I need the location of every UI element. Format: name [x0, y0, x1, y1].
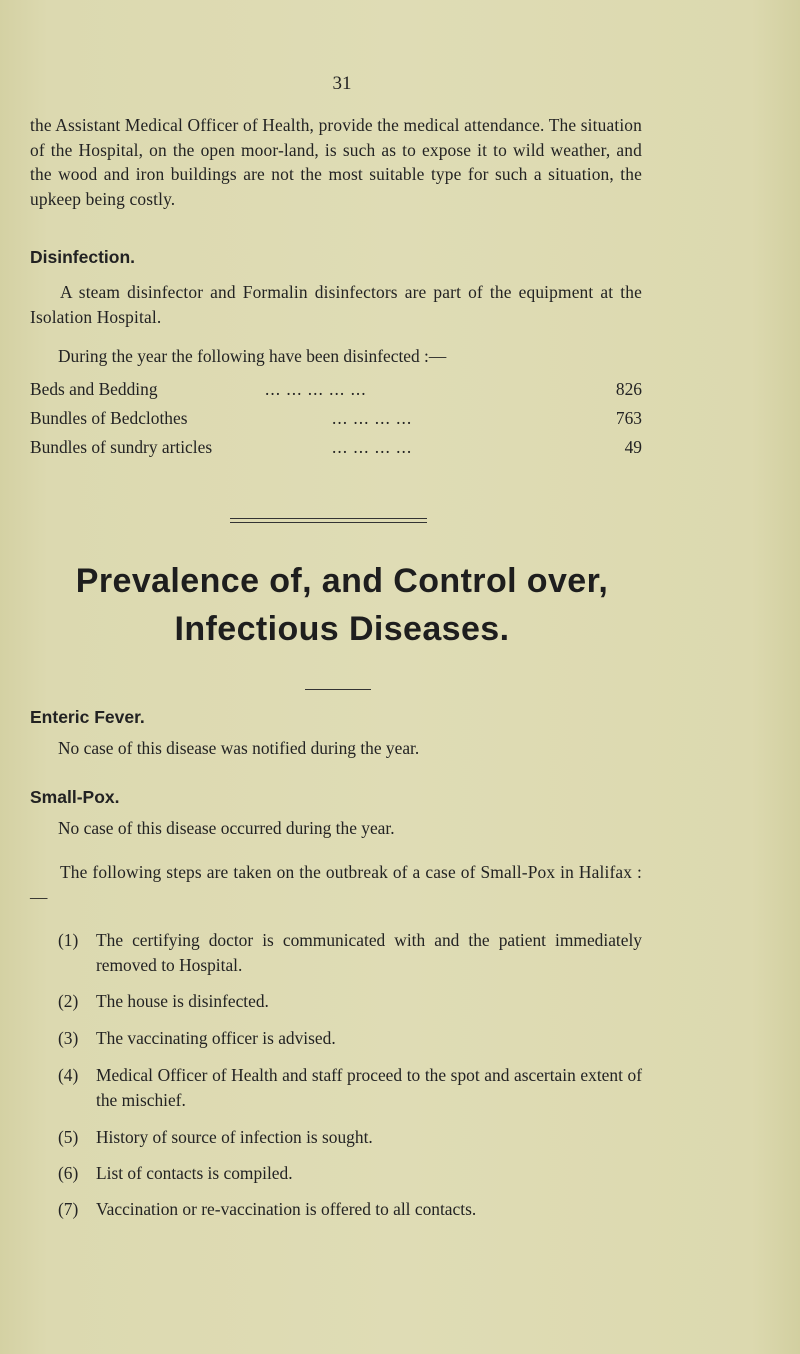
intro-paragraph: the Assistant Medical Officer of Health, provide the medical attendance. The situation of the Hospital, on the open moor-land, is such as to expose it to wild weather, and the wood and iron buildings are not the most suitable type for such a situation, the upkeep being costly. [30, 115, 642, 209]
step-text: History of source of infection is sought. [96, 1127, 373, 1147]
step-text: List of contacts is compiled. [96, 1163, 293, 1183]
disinfection-row [30, 437, 642, 461]
row-label: Bundles of sundry articles [30, 437, 213, 457]
short-rule [305, 689, 371, 690]
row-value: 826 [615, 379, 642, 399]
enteric-text: No case of this disease was notified during the year. [58, 738, 420, 758]
smallpox-text: No case of this disease occurred during the year. [58, 818, 395, 838]
step-number: (1) [58, 930, 79, 950]
enteric-heading: Enteric Fever. [30, 707, 145, 727]
step-number: (3) [58, 1028, 79, 1048]
leader-dots: ... ... ... ... [332, 408, 413, 428]
disinfection-paragraph: A steam disinfector and Formalin disinfectors are part of the equipment at the Isolation Hospital. [30, 282, 642, 327]
disinfection-row [30, 379, 642, 403]
step-number: (7) [58, 1199, 79, 1219]
step-text: The vaccinating officer is advised. [96, 1028, 336, 1048]
leader-dots: ... ... ... ... ... [265, 379, 367, 399]
section-title-line1: Prevalence of, and Control over, [75, 562, 609, 600]
disinfection-lead: During the year the following have been disinfected :— [58, 346, 447, 366]
double-rule-bottom [230, 522, 427, 523]
row-label: Beds and Bedding [30, 379, 158, 399]
row-value: 49 [624, 437, 642, 457]
disinfection-row [30, 408, 642, 432]
step-text: Vaccination or re-vaccination is offered to all contacts. [96, 1199, 477, 1219]
step-number: (4) [58, 1065, 79, 1085]
smallpox-lead: The following steps are taken on the outbreak of a case of Small-Pox in Halifax :— [30, 862, 642, 907]
step-number: (5) [58, 1127, 79, 1147]
section-title-line2: Infectious Diseases. [174, 610, 510, 648]
row-label: Bundles of Bedclothes [30, 408, 188, 428]
step-text: The house is disinfected. [96, 991, 269, 1011]
leader-dots: ... ... ... ... [332, 437, 413, 457]
step-number: (2) [58, 991, 79, 1011]
row-value: 763 [615, 408, 642, 428]
step-text: The certifying doctor is communicated with and the patient immediately removed to Hospital. [96, 930, 642, 975]
page-number: 31 [332, 73, 352, 94]
disinfection-heading: Disinfection. [30, 247, 136, 267]
step-number: (6) [58, 1163, 79, 1183]
step-text: Medical Officer of Health and staff proceed to the spot and ascertain extent of the mischief. [96, 1065, 642, 1110]
smallpox-heading: Small-Pox. [30, 787, 120, 807]
double-rule-top [230, 518, 427, 519]
